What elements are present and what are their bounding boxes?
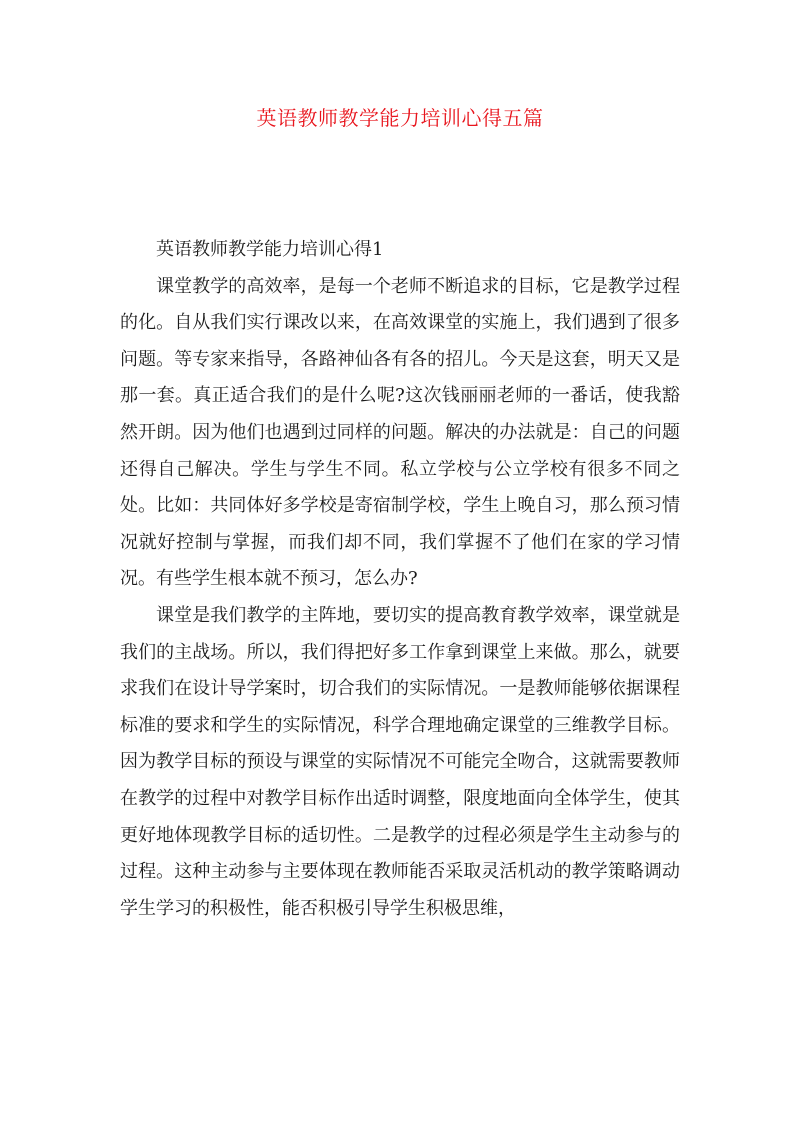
section-heading: 英语教师教学能力培训心得1 (156, 239, 384, 260)
paragraph-2: 课堂是我们教学的主阵地，要切实的提高教育教学效率，课堂就是我们的主战场。所以，我们得把好多工作拿到课堂上来做。那么，就要求我们在设计导学案时，切合我们的实际情况。一是教师能够依据课程标准的要求和学生的实际情况，科学合理地确定课堂的三维教学目标。因为教学目标的预设与课堂的实际情况不可能完全吻合，这就需要教师在教学的过程中对教学目标作出适时调整，限度地面向全体学生，使其更好地体现教学目标的适切性。二是教学的过程必须是学生主动参与的过程。这种主动参与主要体现在教师能否采取灵活机动的教学策略调动学生学习的积极性，能否积极引导学生积极思维， (120, 604, 680, 919)
paragraph-1: 课堂教学的高效率，是每一个老师不断追求的目标，它是教学过程的化。自从我们实行课改以来，在高效课堂的实施上，我们遇到了很多问题。等专家来指导，各路神仙各有各的招儿。今天是这套，明天又是那一套。真正适合我们的是什么呢?这次钱丽丽老师的一番话，使我豁然开朗。因为他们也遇到过同样的问题。解决的办法就是：自己的问题还得自己解决。学生与学生不同。私立学校与公立学校有很多不同之处。比如：共同体好多学校是寄宿制学校，学生上晚自习，那么预习情况就好控制与掌握，而我们却不同，我们掌握不了他们在家的学习情况。有些学生根本就不预习，怎么办? (120, 275, 680, 590)
document-title: 英语教师教学能力培训心得五篇 (256, 106, 544, 130)
document-body (120, 232, 680, 927)
